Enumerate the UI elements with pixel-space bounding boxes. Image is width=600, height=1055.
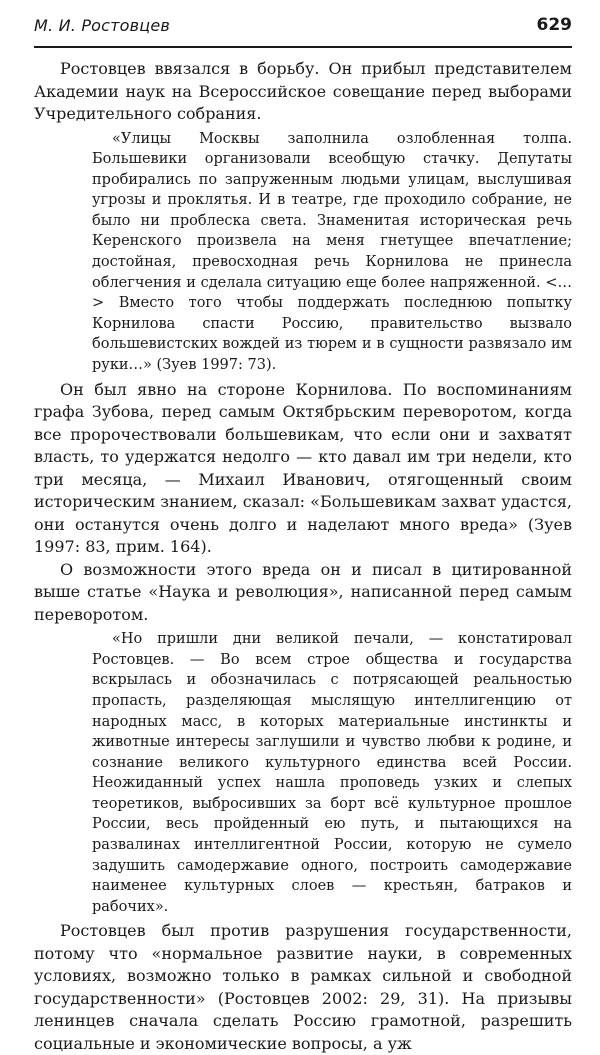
block-quote-1: «Улицы Москвы заполнила озлобленная толпа. Большевики организовали всеобщую стачку. Депутаты пробирались по запруженным людьми улицам, выслушивая угрозы и проклятья. И в театре, где проходило собрание, не было ни проблеска света. Знаменитая историческая речь Керенского произвела на меня гнетущее впечатление; достойная, превосходная речь Корнилова не принесла облегчения и сделала ситуацию еще более напряженной. <…> Вместо того чтобы поддержать последнюю попытку Корнилова спасти Россию, правительство вызвало большевистских вождей из тюрем и в сущности развязало им руки…» (Зуев 1997: 73). <box>92 130 572 374</box>
paragraph-3: О возможности этого вреда он и писал в цитированной выше статье «Наука и революция», написанной перед самым переворотом. <box>34 559 572 624</box>
page-body <box>34 58 572 1055</box>
page-header <box>34 12 572 48</box>
paragraph-1: Ростовцев ввязался в борьбу. Он прибыл представителем Академии наук на Всероссийское совещание перед выборами Учредительного собрания. <box>34 59 572 123</box>
page-number: 629 <box>536 15 572 35</box>
paragraph-4: Ростовцев был против разрушения государственности, потому что «нормальное развитие науки, в современных условиях, возможно только в рамках сильной и свободной государственности» (Ростовцев 2002: 29, 31). На призывы ленинцев сначала сделать Россию грамотной, разрешить социальные и экономические вопросы, а уж <box>34 921 572 1053</box>
paragraph-2: Он был явно на стороне Корнилова. По воспоминаниям графа Зубова, перед самым Октябрьским переворотом, когда все пророчествовали большевикам, что если они и захватят власть, то удержатся недолго — кто давал им три недели, кто три месяца, — Михаил Иванович, отягощенный своим историческим знанием, сказал: «Большевикам захват удастся, они останутся очень долго и наделают много вреда» (Зуев 1997: 83, прим. 164). <box>34 379 572 557</box>
running-head: М. И. Ростовцев <box>34 16 171 35</box>
block-quote-2: «Но пришли дни великой печали, — констатировал Ростовцев. — Во всем строе общества и государства вскрылась и обозначилась с потрясающей реальностью пропасть, разделяющая мыслящую интеллигенцию от народных масс, в которых материальные инстинкты и животные интересы заглушили и чувство любви к родине, и сознание великого культурного единства всей России. Неожиданный успех нашла проповедь узких и слепых теоретиков, выбросивших за борт всё культурное прошлое России, весь пройденный ею путь, и пытающихся на развалинах интеллигентной России, которую не сумело задушить самодержавие одного, построить самодержавие наименее культурных слоев — крестьян, батраков и рабочих». <box>92 631 572 915</box>
